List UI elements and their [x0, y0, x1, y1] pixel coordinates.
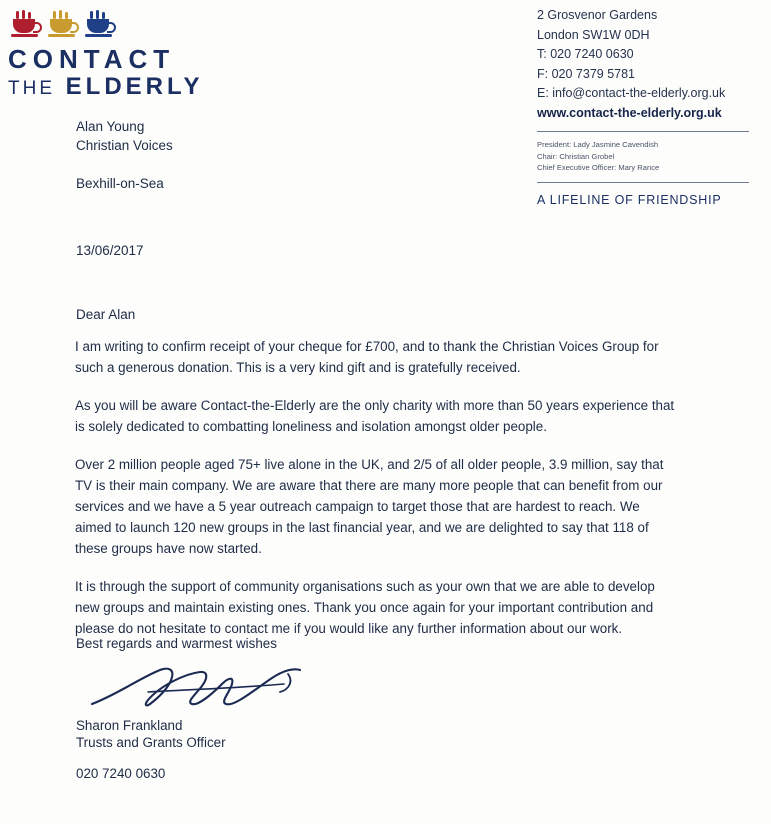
fax-line: F: 020 7379 5781 — [537, 66, 635, 81]
wordmark-the: THE — [8, 77, 55, 99]
gold-teacup-icon — [48, 10, 78, 40]
body-paragraph: As you will be aware Contact-the-Elderly are the only charity with more than 50 years experience that is solely dedicated to combatting loneliness and isolation amongst older people. — [75, 398, 675, 434]
red-teacup-icon — [11, 10, 41, 40]
sign-off-line: Best regards and warmest wishes — [76, 636, 277, 651]
address-line-1: 2 Grosvenor Gardens — [537, 8, 658, 22]
recipient-block — [76, 117, 173, 193]
officers-block — [537, 139, 749, 174]
blue-teacup-icon — [85, 10, 115, 40]
wordmark-elderly: ELDERLY — [65, 72, 204, 100]
signer-block — [76, 717, 226, 751]
body-paragraph: It is through the support of community organisations such as your own that we are able to develop new groups and maintain existing ones. Thank you once again for your important contribution and please do not hesitate to contact me if you would like any further information about our work. — [75, 579, 655, 636]
divider-top — [537, 131, 749, 132]
email-line: E: info@contact-the-elderly.org.uk — [537, 86, 726, 100]
president-line: President: Lady Jasmine Cavendish — [537, 140, 659, 149]
recipient-town: Bexhill-on-Sea — [76, 176, 164, 191]
body-paragraph: Over 2 million people aged 75+ live alone in the UK, and 2/5 of all older people, 3.9 million, say that TV is their main company. We are aware that there are many more people that can benefit from our services and we have a 5 year outreach campaign to target those that are hardest to reach. We aimed to launch 120 new groups in the last financial year, and we are delighted to say that 118 of these groups have now started. — [75, 457, 664, 556]
website-line: www.contact-the-elderly.org.uk — [537, 105, 722, 120]
letter-body — [75, 336, 675, 656]
recipient-name: Alan Young — [76, 119, 145, 134]
wordmark-line-two — [8, 72, 308, 100]
signer-name: Sharon Frankland — [76, 718, 183, 733]
teacups-graphic — [11, 6, 308, 40]
letterhead-logo — [8, 6, 308, 99]
divider-bottom — [537, 182, 749, 183]
ceo-line: Chief Executive Officer: Mary Rance — [537, 163, 660, 172]
letter-date: 13/06/2017 — [76, 243, 144, 258]
salutation: Dear Alan — [76, 307, 136, 322]
wordmark-line-one: CONTACT — [8, 44, 176, 74]
signature-icon — [88, 660, 328, 720]
organisation-wordmark — [8, 46, 308, 99]
signer-phone: 020 7240 0630 — [76, 766, 166, 781]
recipient-organisation: Christian Voices — [76, 138, 173, 153]
contact-address-block — [537, 6, 749, 210]
body-paragraph: I am writing to confirm receipt of your cheque for £700, and to thank the Christian Voices Group for such a generous donation. This is a very kind gift and is gratefully received. — [75, 339, 659, 375]
address-line-2: London SW1W 0DH — [537, 27, 650, 42]
signer-title: Trusts and Grants Officer — [76, 735, 226, 750]
chair-line: Chair: Christian Grobel — [537, 151, 615, 161]
tagline: A LIFELINE OF FRIENDSHIP — [537, 192, 722, 207]
telephone-line: T: 020 7240 0630 — [537, 47, 634, 61]
